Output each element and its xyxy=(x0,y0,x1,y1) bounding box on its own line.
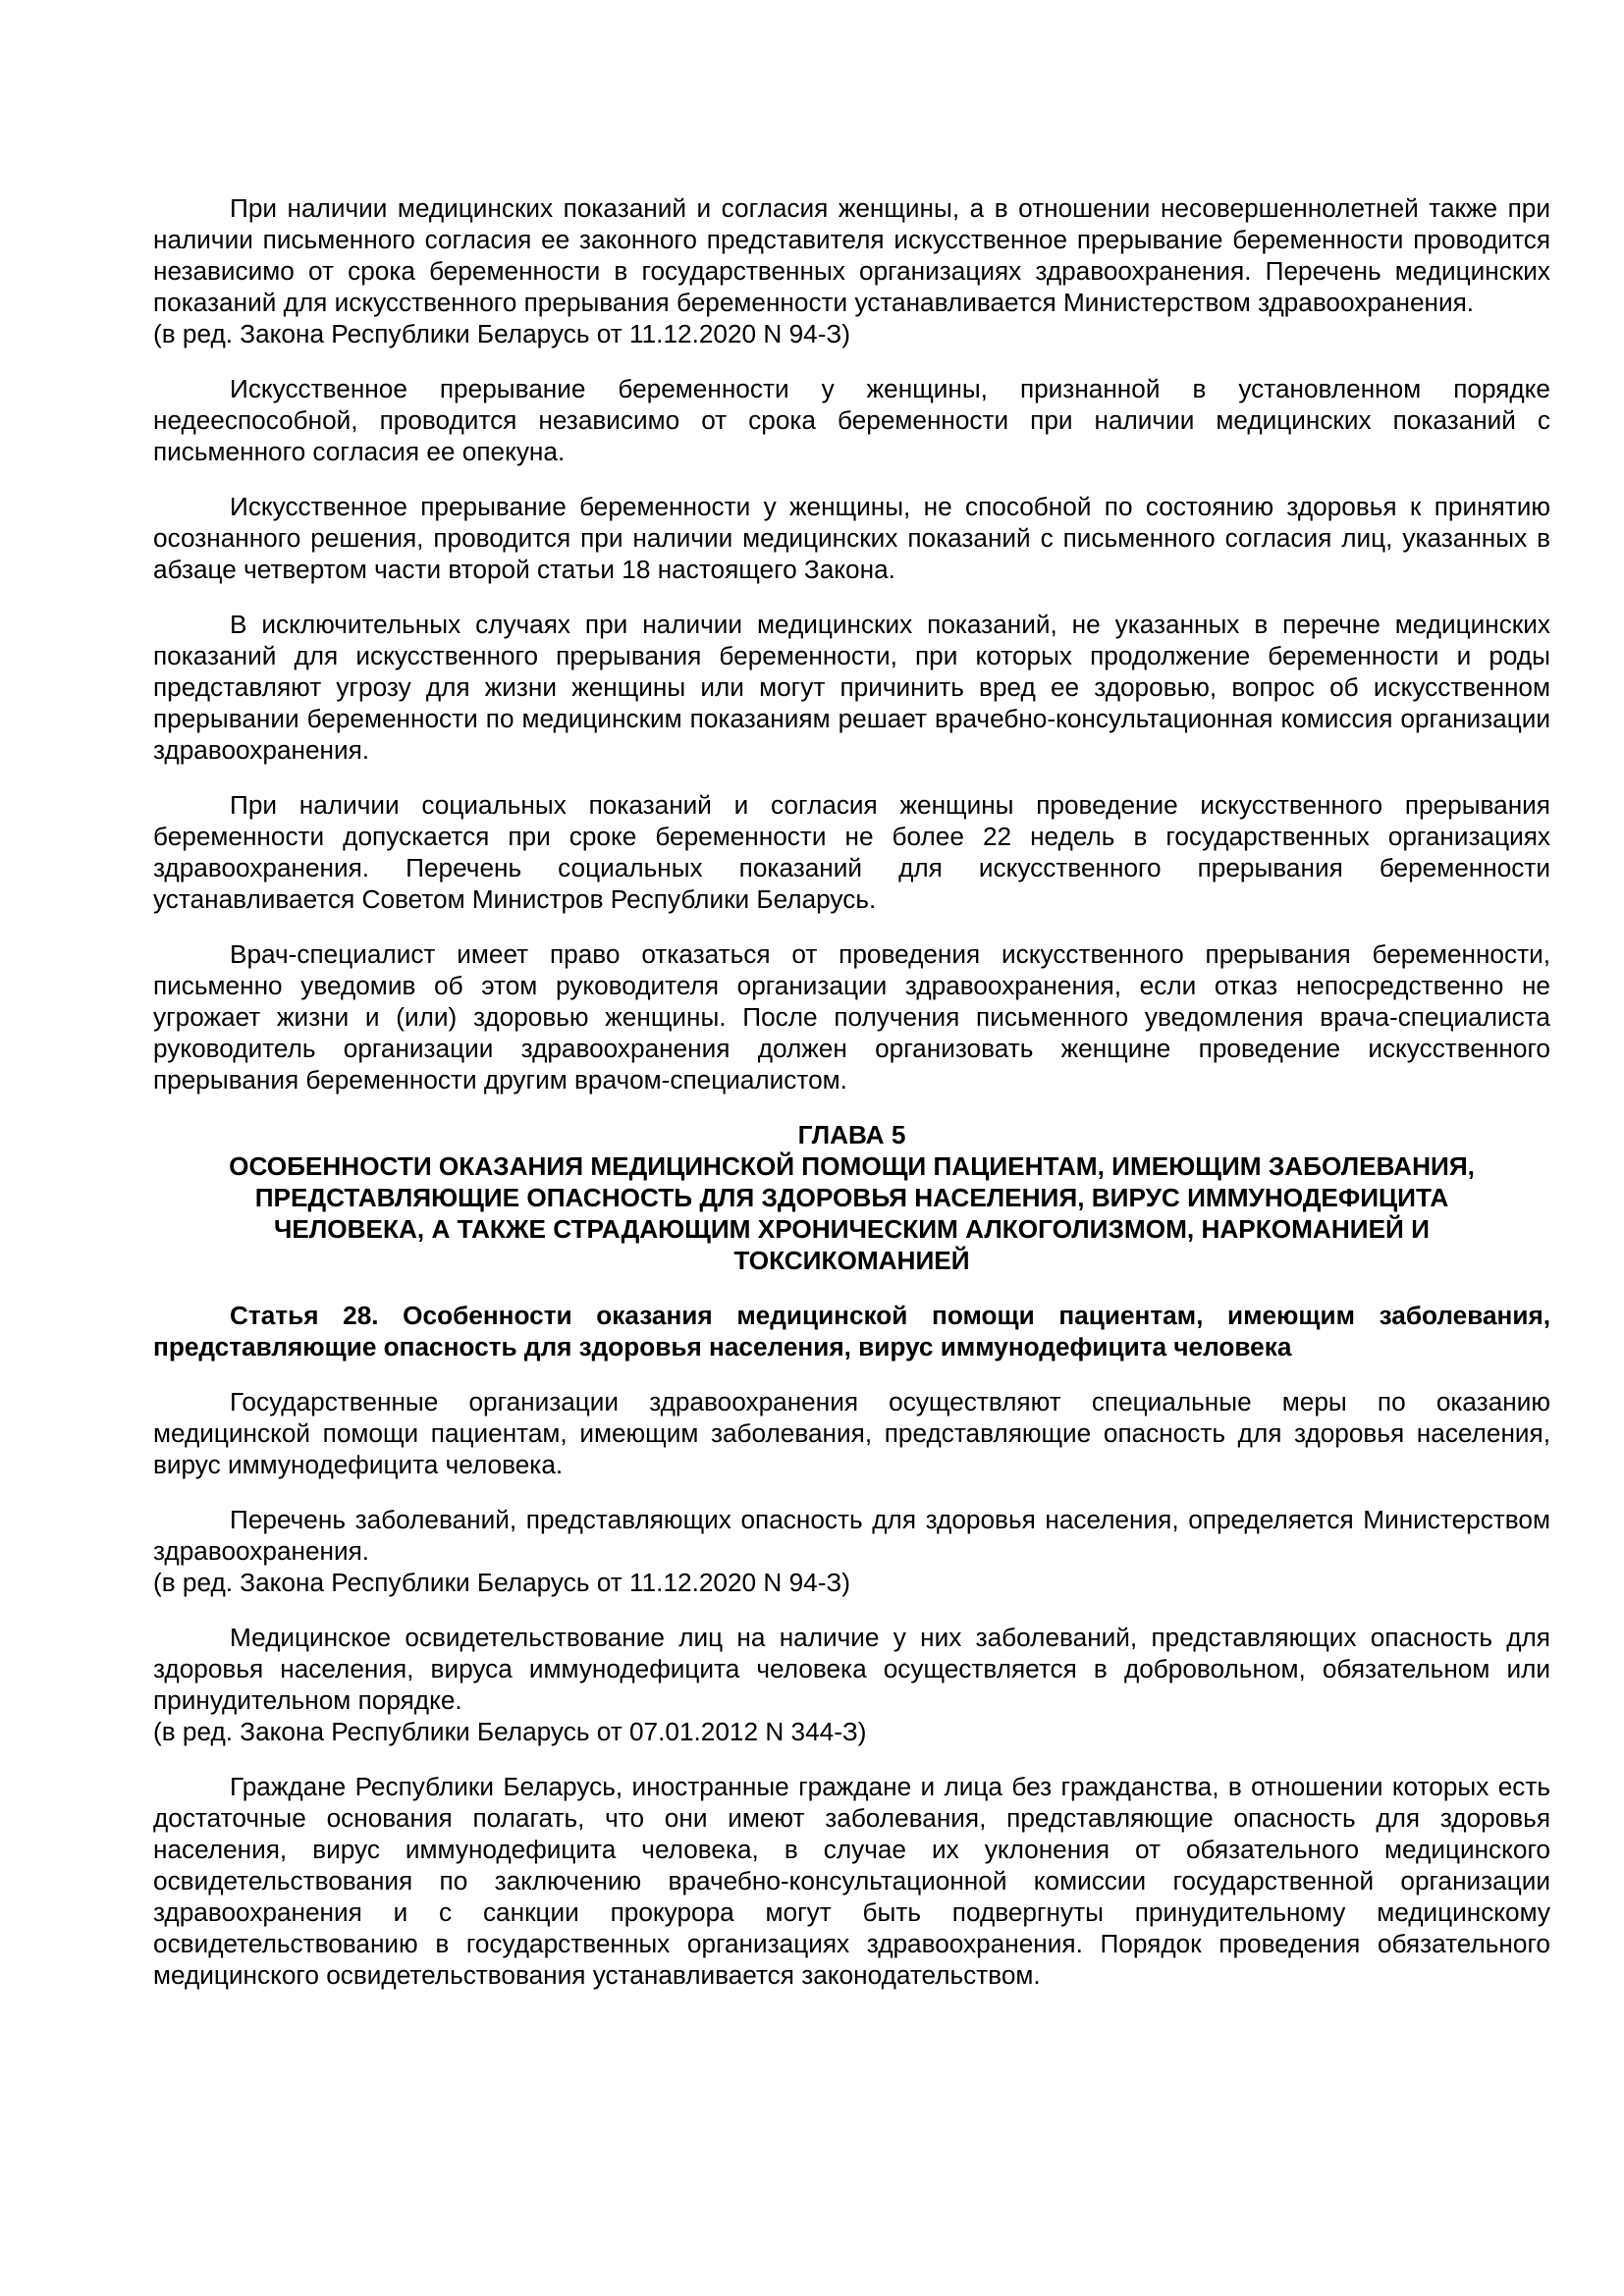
paragraph-disease-list: Перечень заболеваний, представляющих опасность для здоровья населения, определяется Министерством здравоохранения. xyxy=(153,1505,1550,1566)
paragraph-incapable-decision: Искусственное прерывание беременности у женщины, не способной по состоянию здоровья к принятию осознанного решения, проводится при наличии медицинских показаний с письменного согласия лиц, указанных в абзаце четвертом части второй статьи 18 настоящего Закона. xyxy=(153,492,1550,584)
paragraph-social-indications: При наличии социальных показаний и согласия женщины проведение искусственного прерывания беременности допускается при сроке беременности не более 22 недель в государственных организациях здравоохранения. Перечень социальных показаний для искусственного прерывания беременности устанавливается Советом Министров Республики Беларусь. xyxy=(153,790,1550,914)
document-page xyxy=(153,192,1550,2014)
article-title: Статья 28. Особенности оказания медицинской помощи пациентам, имеющим заболевания, представляющие опасность для здоровья населения, вирус иммунодефицита человека xyxy=(153,1301,1550,1362)
chapter-title-line: ПРЕДСТАВЛЯЮЩИЕ ОПАСНОСТЬ ДЛЯ ЗДОРОВЬЯ НАСЕЛЕНИЯ, ВИРУС ИММУНОДЕФИЦИТА xyxy=(254,1183,1449,1212)
amendment-note: (в ред. Закона Республики Беларусь от 11.12.2020 N 94-З) xyxy=(153,319,850,348)
chapter-heading xyxy=(153,1119,1550,1276)
paragraph-exceptional-cases: В исключительных случаях при наличии медицинских показаний, не указанных в перечне медицинских показаний для искусственного прерывания беременности, при которых продолжение беременности и роды представляют угрозу для жизни женщины или могут причинить вред ее здоровью, вопрос об искусственном прерывании беременности по медицинским показаниям решает врачебно-консультационная комиссия организации здравоохранения. xyxy=(153,610,1550,765)
paragraph-doctor-refusal: Врач-специалист имеет право отказаться от проведения искусственного прерывания беременности, письменно уведомив об этом руководителя организации здравоохранения, если отказ непосредственно не угрожает жизни и (или) здоровью женщины. После получения письменного уведомления врача-специалиста руководитель организации здравоохранения должен организовать женщине проведение искусственного прерывания беременности другим врачом-специалистом. xyxy=(153,939,1550,1095)
chapter-title-line: ТОКСИКОМАНИЕЙ xyxy=(733,1246,970,1275)
chapter-title-line: ЧЕЛОВЕКА, А ТАКЖЕ СТРАДАЮЩИМ ХРОНИЧЕСКИМ АЛКОГОЛИЗМОМ, НАРКОМАНИЕЙ И xyxy=(274,1214,1430,1244)
paragraph-medical-indications: При наличии медицинских показаний и согласия женщины, а в отношении несовершеннолетней также при наличии письменного согласия ее законного представителя искусственное прерывание беременности проводится независимо от срока беременности в государственных организациях здравоохранения. Перечень медицинских показаний для искусственного прерывания беременности устанавливается Министерством здравоохранения. xyxy=(153,193,1550,317)
paragraph-special-measures: Государственные организации здравоохранения осуществляют специальные меры по оказанию медицинской помощи пациентам, имеющим заболевания, представляющие опасность для здоровья населения, вирус иммунодефицита человека. xyxy=(153,1387,1550,1479)
paragraph-compulsory-examination: Граждане Республики Беларусь, иностранные граждане и лица без гражданства, в отношении которых есть достаточные основания полагать, что они имеют заболевания, представляющие опасность для здоровья населения, вирус иммунодефицита человека, в случае их уклонения от обязательного медицинского освидетельствования по заключению врачебно-консультационной комиссии государственной организации здравоохранения и с санкции прокурора могут быть подвергнуты принудительному медицинскому освидетельствованию в государственных организациях здравоохранения. Порядок проведения обязательного медицинского освидетельствования устанавливается законодательством. xyxy=(153,1772,1550,1990)
paragraph-incapacitated: Искусственное прерывание беременности у женщины, признанной в установленном порядке недееспособной, проводится независимо от срока беременности при наличии медицинских показаний с письменного согласия ее опекуна. xyxy=(153,374,1550,466)
paragraph-medical-examination: Медицинское освидетельствование лиц на наличие у них заболеваний, представляющих опасность для здоровья населения, вируса иммунодефицита человека осуществляется в добровольном, обязательном или принудительном порядке. xyxy=(153,1623,1550,1715)
amendment-note: (в ред. Закона Республики Беларусь от 11.12.2020 N 94-З) xyxy=(153,1568,850,1597)
chapter-label: ГЛАВА 5 xyxy=(797,1120,906,1149)
amendment-note: (в ред. Закона Республики Беларусь от 07.01.2012 N 344-З) xyxy=(153,1717,867,1746)
chapter-title-line: ОСОБЕННОСТИ ОКАЗАНИЯ МЕДИЦИНСКОЙ ПОМОЩИ ПАЦИЕНТАМ, ИМЕЮЩИМ ЗАБОЛЕВАНИЯ, xyxy=(229,1151,1475,1181)
